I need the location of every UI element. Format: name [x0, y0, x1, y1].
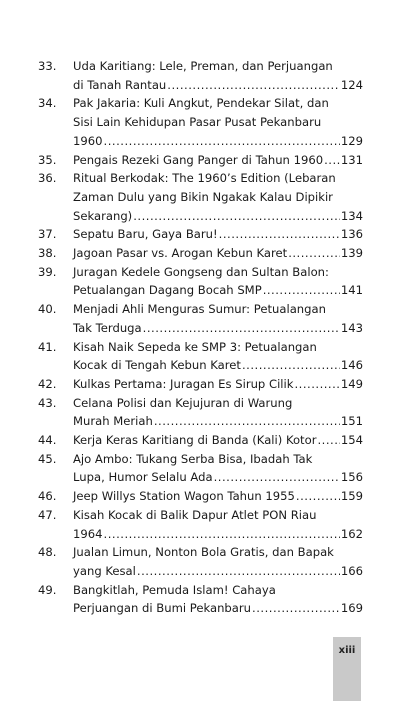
- toc-entry-number: 48.: [38, 545, 57, 560]
- toc-entry: [38, 394, 363, 431]
- toc-entry-number: 38.: [38, 246, 57, 261]
- toc-entry-title-line: Zaman Dulu yang Bikin Ngakak Kalau Dipikir: [73, 189, 333, 204]
- dot-leader: [143, 319, 340, 338]
- toc-entry-page: 159: [340, 489, 363, 504]
- toc-entry-title-line: Ritual Berkodak: The 1960’s Edition (Lebaran: [73, 171, 336, 186]
- toc-entry: [38, 450, 363, 487]
- toc-entry: [38, 151, 363, 170]
- toc-entry-page: 166: [340, 563, 363, 578]
- toc-entry-number: 47.: [38, 507, 57, 522]
- dot-leader: [263, 281, 340, 300]
- toc-entry: [38, 263, 363, 300]
- dot-leader: [294, 375, 339, 394]
- toc-entry-page: 156: [340, 470, 363, 485]
- toc-entry-title-line: Sisi Lain Kehidupan Pasar Pusat Pekanbaru: [73, 115, 322, 130]
- toc-entry-page: 131: [340, 152, 363, 167]
- dot-leader: [317, 431, 339, 450]
- toc-entry-title-line: Bangkitlah, Pemuda Islam! Cahaya: [73, 582, 276, 597]
- toc-entry-title-line: Jagoan Pasar vs. Arogan Kebun Karet: [73, 246, 288, 261]
- toc-entry-title-line: 1964: [73, 526, 103, 541]
- toc-entry-title-line: Jualan Limun, Nonton Bola Gratis, dan Bapak: [73, 545, 334, 560]
- toc-entry-number: 49.: [38, 582, 57, 597]
- toc-entry-title-line: 1960: [73, 133, 103, 148]
- toc-entry: [38, 94, 363, 150]
- toc-entry-title-line: Kulkas Pertama: Juragan Es Sirup Cilik: [73, 376, 294, 391]
- toc-entry-page: 124: [340, 77, 363, 92]
- toc-entry: [38, 225, 363, 244]
- dot-leader: [242, 356, 340, 375]
- dot-leader: [214, 468, 340, 487]
- toc-entry-number: 43.: [38, 395, 57, 410]
- toc-entry: [38, 338, 363, 375]
- toc-entry-number: 39.: [38, 264, 57, 279]
- toc-entry-title-line: Perjuangan di Bumi Pekanbaru: [73, 601, 252, 616]
- toc-entry-page: 139: [340, 246, 363, 261]
- toc-entry-title-line: Petualangan Dagang Bocah SMP: [73, 283, 262, 298]
- toc-entry-title-line: Pengais Rezeki Gang Panger di Tahun 1960: [73, 152, 324, 167]
- toc-entry: [38, 431, 363, 450]
- toc-entry: [38, 506, 363, 543]
- toc-entry-number: 34.: [38, 96, 57, 111]
- toc-entry-number: 37.: [38, 227, 57, 242]
- toc-entry-page: 134: [340, 208, 363, 223]
- toc-entry-page: 141: [340, 283, 363, 298]
- toc-entry: [38, 375, 363, 394]
- dot-leader: [252, 599, 340, 618]
- toc-entry-title-line: Uda Karitiang: Lele, Preman, dan Perjuangan: [73, 59, 333, 73]
- toc-entry: [38, 169, 363, 225]
- toc-entry-page: 169: [340, 601, 363, 616]
- toc-entry-title-line: Sepatu Baru, Gaya Baru!: [73, 227, 218, 242]
- toc-entry-title-line: Jeep Willys Station Wagon Tahun 1955: [73, 489, 295, 504]
- dot-leader: [167, 76, 340, 95]
- toc-entry-page: 129: [340, 133, 363, 148]
- dot-leader: [154, 412, 340, 431]
- toc-entry-title-line: Tak Terduga: [73, 320, 142, 335]
- toc-entry-page: 136: [340, 227, 363, 242]
- page-number: xiii: [338, 645, 356, 656]
- toc-entry: [38, 487, 363, 506]
- toc-entry-number: 44.: [38, 433, 57, 448]
- toc-entry-title-line: Celana Polisi dan Kejujuran di Warung: [73, 395, 293, 410]
- toc-entry-page: 151: [340, 414, 363, 429]
- toc-entry-title-line: Sekarang): [73, 208, 133, 223]
- toc-entry-title-line: Kerja Keras Karitiang di Banda (Kali) Kotor: [73, 433, 317, 448]
- toc-entry-number: 35.: [38, 152, 57, 167]
- dot-leader: [104, 525, 340, 544]
- toc-entry-title-line: yang Kesal: [73, 563, 136, 578]
- toc-entry-number: 33.: [38, 59, 57, 73]
- toc-entry-title-line: Menjadi Ahli Menguras Sumur: Petualangan: [73, 302, 326, 317]
- toc-entry: [38, 543, 363, 580]
- toc-entry-page: 143: [340, 320, 363, 335]
- toc-entry-title-line: Ajo Ambo: Tukang Serba Bisa, Ibadah Tak: [73, 451, 313, 466]
- dot-leader: [219, 225, 340, 244]
- toc-entry-title-line: Pak Jakaria: Kuli Angkut, Pendekar Silat, dan: [73, 96, 329, 111]
- toc-entry-title-line: Murah Meriah: [73, 414, 153, 429]
- dot-leader: [137, 562, 340, 581]
- dot-leader: [288, 244, 340, 263]
- table-of-contents: [38, 57, 363, 618]
- toc-entry-title-line: Kisah Naik Sepeda ke SMP 3: Petualangan: [73, 339, 317, 354]
- toc-entry-page: 149: [340, 376, 363, 391]
- toc-entry-page: 146: [340, 358, 363, 373]
- toc-entry-title-line: di Tanah Rantau: [73, 77, 167, 92]
- toc-entry: [38, 244, 363, 263]
- toc-entry-number: 42.: [38, 376, 57, 391]
- toc-entry-title-line: Kisah Kocak di Balik Dapur Atlet PON Riau: [73, 507, 317, 522]
- toc-entry-page: 162: [340, 526, 363, 541]
- toc-entry-title-line: Kocak di Tengah Kebun Karet: [73, 358, 241, 373]
- toc-entry-number: 36.: [38, 171, 57, 186]
- dot-leader: [324, 151, 340, 170]
- toc-entry-number: 45.: [38, 451, 57, 466]
- toc-entry: [38, 57, 363, 94]
- toc-entry-page: 154: [340, 433, 363, 448]
- toc-entry-number: 40.: [38, 302, 57, 317]
- dot-leader: [104, 132, 340, 151]
- page-number-tab: [333, 637, 361, 701]
- toc-entry: [38, 581, 363, 618]
- toc-entry-number: 41.: [38, 339, 57, 354]
- toc-entry-number: 46.: [38, 489, 57, 504]
- toc-entry: [38, 300, 363, 337]
- dot-leader: [133, 207, 340, 226]
- toc-entry-title-line: Juragan Kedele Gongseng dan Sultan Balon:: [73, 264, 329, 279]
- dot-leader: [296, 487, 340, 506]
- toc-entry-title-line: Lupa, Humor Selalu Ada: [73, 470, 213, 485]
